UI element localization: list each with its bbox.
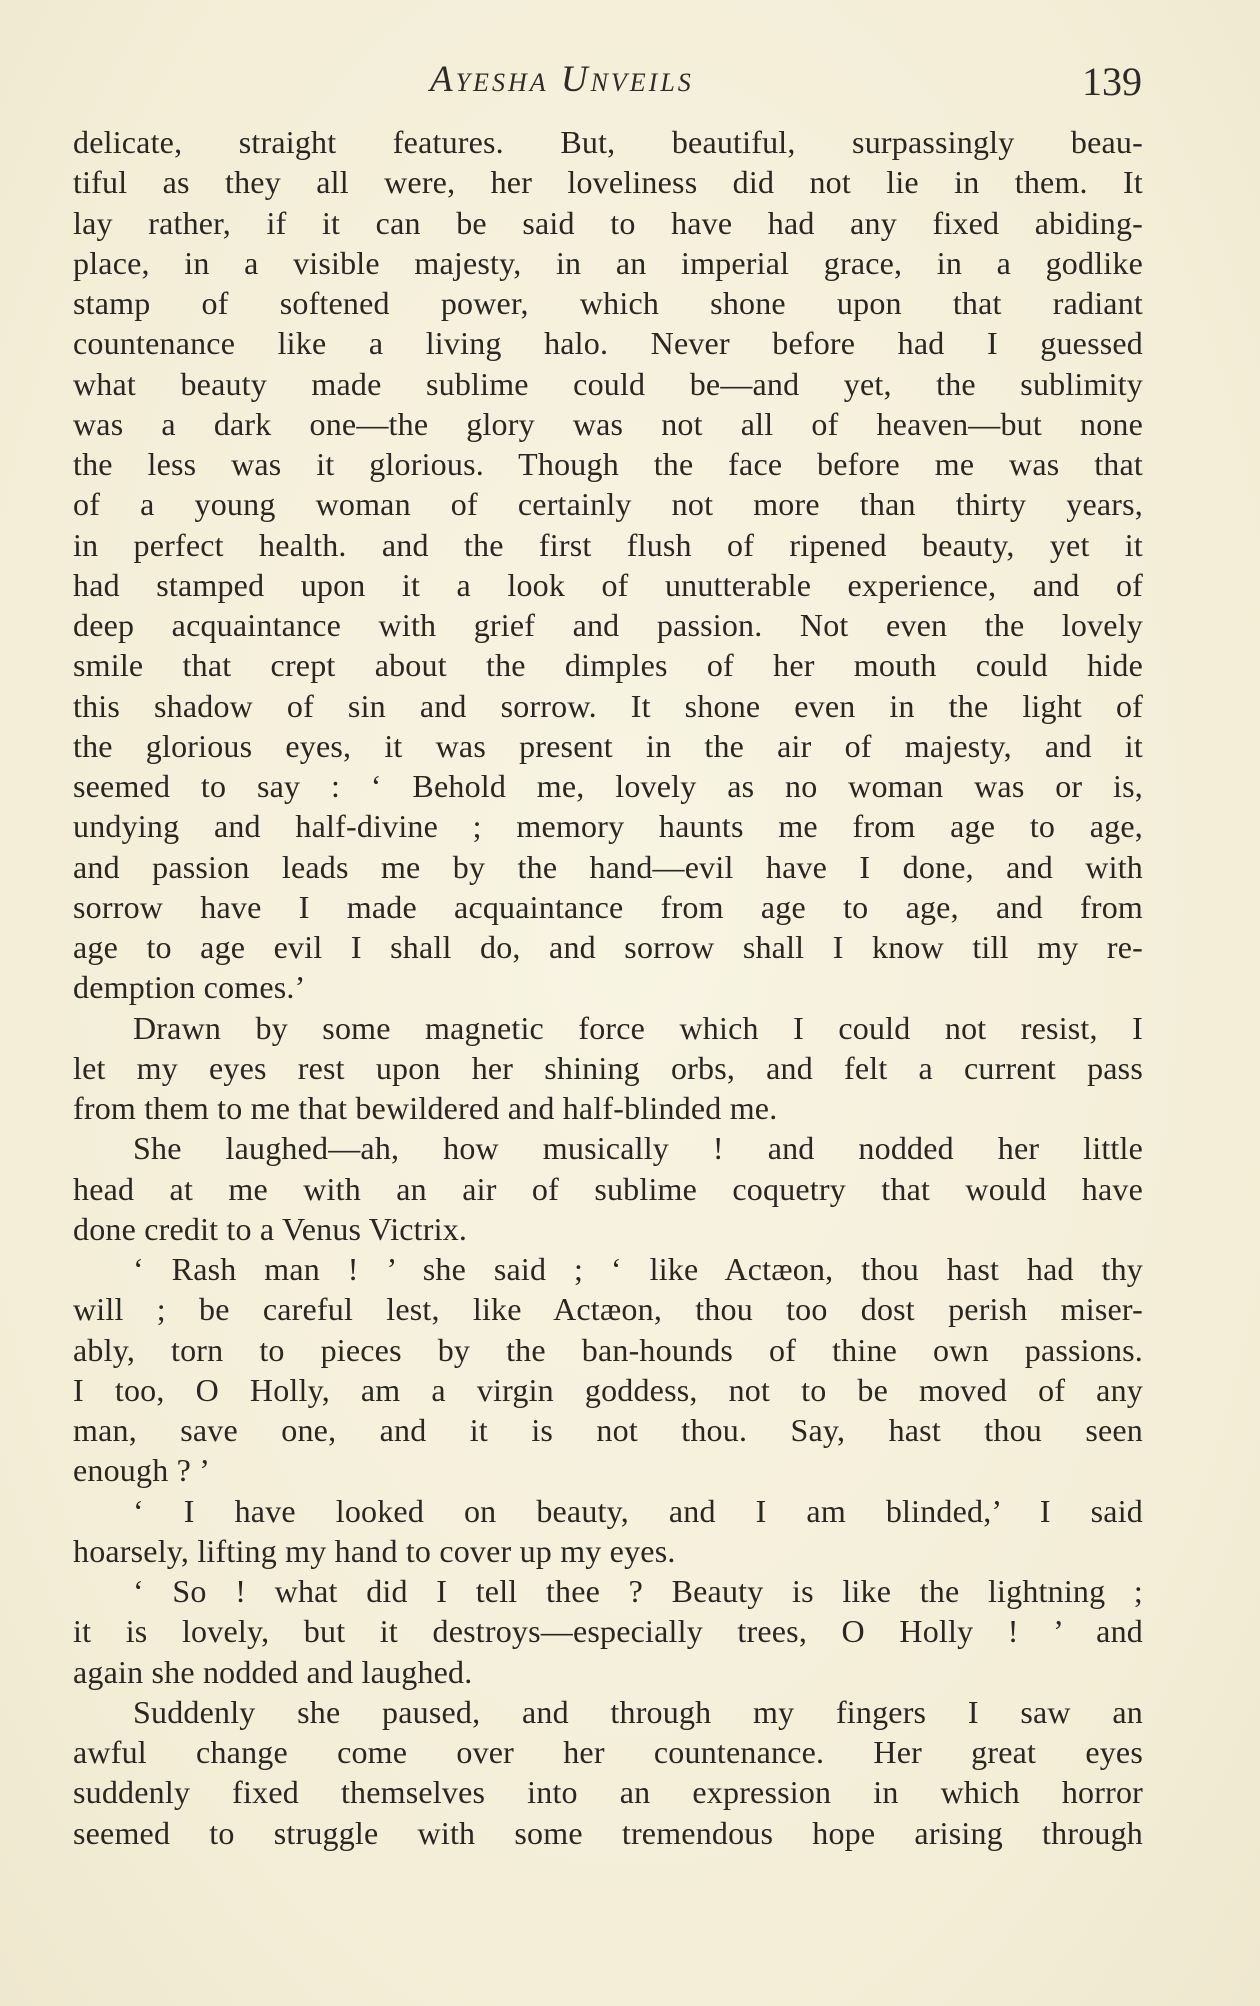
text-line: again she nodded and laughed. xyxy=(73,1653,473,1690)
text-line: let my eyes rest upon her shining orbs, and felt a current pass xyxy=(73,1049,1143,1086)
text-line: what beauty made sublime could be—and yet, the sublimity xyxy=(73,365,1143,402)
text-line: undying and half-divine ; memory haunts me from age to age, xyxy=(73,808,1143,845)
text-line: and passion leads me by the hand—evil have I done, and with xyxy=(73,848,1143,885)
text-line: ‘ Rash man ! ’ she said ; ‘ like Actæon, thou hast had thy xyxy=(133,1251,1143,1287)
text-line: sorrow have I made acquaintance from age to age, and from xyxy=(73,888,1143,925)
text-line: this shadow of sin and sorrow. It shone even in the light of xyxy=(73,687,1143,724)
text-line: was a dark one—the glory was not all of heaven—but none xyxy=(73,405,1143,442)
text-line: ‘ I have looked on beauty, and I am blinded,’ I said xyxy=(133,1492,1143,1529)
text-line: will ; be careful lest, like Actæon, thou too dost perish miser- xyxy=(73,1291,1143,1328)
running-title: Ayesha Unveils xyxy=(430,59,694,100)
text-line: done credit to a Venus Victrix. xyxy=(73,1210,468,1247)
text-line: deep acquaintance with grief and passion. Not even the lovely xyxy=(73,607,1143,643)
text-line: lay rather, if it can be said to have had any fixed abiding- xyxy=(73,204,1143,241)
text-line: enough ? ’ xyxy=(73,1452,211,1489)
text-line: in perfect health. and the first flush of ripened beauty, yet it xyxy=(73,526,1143,563)
running-header xyxy=(0,58,1260,108)
text-line: place, in a visible majesty, in an imperial grace, in a godlike xyxy=(73,244,1143,281)
text-line: She laughed—ah, how musically ! and nodded her little xyxy=(133,1130,1143,1167)
text-line: the glorious eyes, it was present in the air of majesty, and it xyxy=(73,727,1143,764)
text-line: ‘ So ! what did I tell thee ? Beauty is like the lightning ; xyxy=(133,1573,1143,1609)
text-line: demption comes.’ xyxy=(73,969,306,1006)
text-line: hoarsely, lifting my hand to cover up my eyes. xyxy=(73,1532,676,1569)
text-line: I too, O Holly, am a virgin goddess, not to be moved of any xyxy=(73,1371,1143,1408)
text-line: smile that crept about the dimples of her mouth could hide xyxy=(73,647,1143,684)
text-line: Suddenly she paused, and through my fingers I saw an xyxy=(133,1693,1143,1730)
text-line: Drawn by some magnetic force which I could not resist, I xyxy=(133,1009,1143,1046)
text-line: the less was it glorious. Though the face before me was that xyxy=(73,446,1143,482)
page-number: 139 xyxy=(1082,59,1142,104)
text-line: awful change come over her countenance. Her great eyes xyxy=(73,1734,1143,1770)
text-line: seemed to struggle with some tremendous hope arising through xyxy=(73,1814,1143,1851)
text-line: of a young woman of certainly not more than thirty years, xyxy=(73,486,1143,523)
text-line: tiful as they all were, her loveliness did not lie in them. It xyxy=(73,164,1143,201)
text-line: man, save one, and it is not thou. Say, hast thou seen xyxy=(73,1412,1143,1448)
body-text xyxy=(73,122,1143,1853)
text-line: age to age evil I shall do, and sorrow shall I know till my re- xyxy=(73,929,1143,965)
text-line: stamp of softened power, which shone upon that radiant xyxy=(73,285,1143,321)
text-line: had stamped upon it a look of unutterable experience, and of xyxy=(73,566,1143,603)
text-line: suddenly fixed themselves into an expression in which horror xyxy=(73,1774,1143,1811)
text-line: seemed to say : ‘ Behold me, lovely as no woman was or is, xyxy=(73,768,1143,804)
text-line: ably, torn to pieces by the ban-hounds of thine own passions. xyxy=(73,1331,1143,1368)
text-line: it is lovely, but it destroys—especially trees, O Holly ! ’ and xyxy=(73,1613,1143,1650)
text-line: delicate, straight features. But, beautiful, surpassingly beau- xyxy=(73,124,1143,160)
text-line: countenance like a living halo. Never before had I guessed xyxy=(73,325,1143,362)
text-line: head at me with an air of sublime coquetry that would have xyxy=(73,1170,1143,1207)
text-line: from them to me that bewildered and half-blinded me. xyxy=(73,1090,778,1126)
